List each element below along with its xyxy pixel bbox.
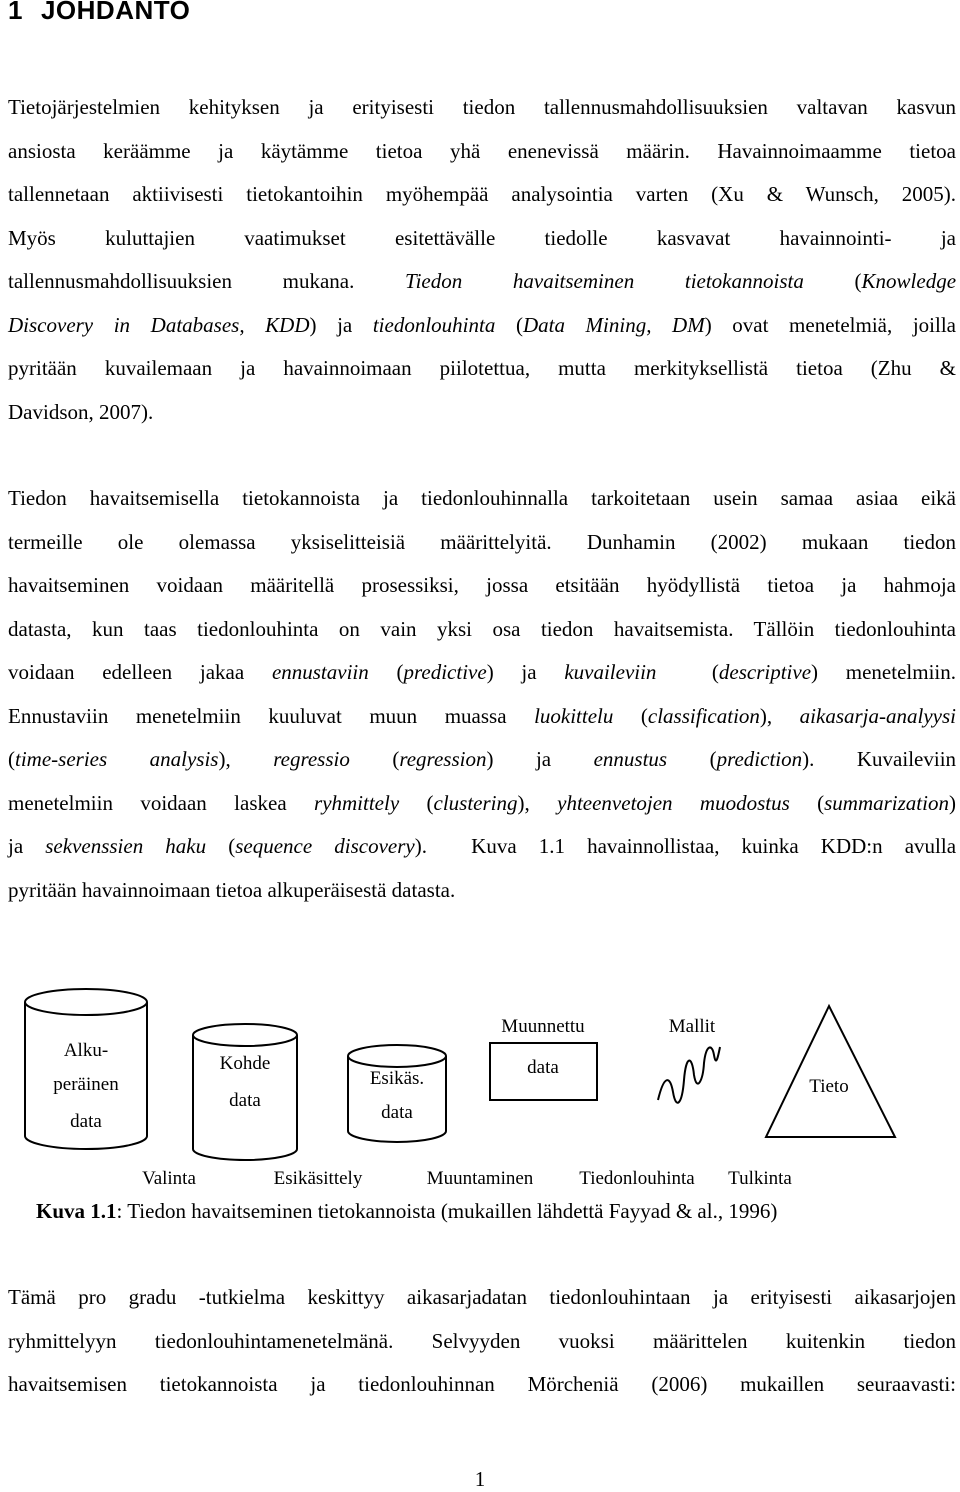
step-label: Tulkinta <box>728 1168 792 1189</box>
chapter-title: JOHDANTO <box>40 0 191 25</box>
text-line: ja sekvenssien haku (sequence discovery). Kuva 1.1 havainnollistaa, kuinka KDD:n avulla <box>8 834 957 858</box>
db1-label-line3: data <box>70 1111 102 1132</box>
step-label: Tiedonlouhinta <box>579 1168 695 1189</box>
db1-label-line1: Alku- <box>63 1040 109 1061</box>
caption-text: : Tiedon havaitseminen tietokannoista (mukaillen lähdettä Fayyad & al., 1996) <box>116 1199 778 1223</box>
db3-label-line2: data <box>381 1102 413 1123</box>
text-line: Davidson, 2007). <box>8 399 154 424</box>
cylinder-preprocessed-data <box>348 1045 446 1142</box>
text-line: (time-series analysis), regressio (regression) ja ennustus (prediction). Kuvaileviin <box>8 747 957 771</box>
step-label: Esikäsittely <box>273 1168 363 1189</box>
text-line: Discovery in Databases, KDD) ja tiedonlouhinta (Data Mining, DM) ovat menetelmiä, joilla <box>8 312 956 337</box>
step-label: Valinta <box>142 1168 196 1189</box>
models-squiggle-icon <box>658 1047 720 1103</box>
text-line: pyritään havainnoimaan tietoa alkuperäisestä datasta. <box>8 877 456 902</box>
db2-label-line2: data <box>229 1090 261 1111</box>
text-line: tallennusmahdollisuuksien mukana. Tiedon havaitseminen tietokannoista (Knowledge <box>8 269 957 293</box>
step-label: Muuntaminen <box>426 1168 534 1189</box>
text-line: Myös kuluttajien vaatimukset esitettävälle tiedolle kasvavat havainnointi- ja <box>8 225 956 250</box>
chapter-number: 1 <box>8 0 23 25</box>
models-title: Mallit <box>668 1016 716 1037</box>
text-line: tallennetaan aktiivisesti tietokantoihin myöhempää analysointia varten (Xu & Wunsch, 2005). <box>8 182 956 206</box>
page-number: 1 <box>474 1467 486 1491</box>
text-line: Tiedon havaitsemisella tietokannoista ja tiedonlouhinnalla tarkoitetaan usein samaa asiaa eikä <box>8 486 956 510</box>
chapter-heading <box>8 0 190 28</box>
kdd-process-figure <box>0 975 960 1215</box>
figure-caption <box>36 1196 777 1226</box>
paragraph-scope <box>8 1276 956 1407</box>
text-line: datasta, kun taas tiedonlouhinta on vain yksi osa tiedon havaitsemista. Tällöin tiedonlouhinta <box>8 616 956 641</box>
paragraph-definitions <box>8 477 956 912</box>
knowledge-triangle <box>766 1006 895 1137</box>
db3-label-line1: Esikäs. <box>369 1068 425 1089</box>
text-line: menetelmiin voidaan laskea ryhmittely (clustering), yhteenvetojen muodostus (summarization) <box>8 790 956 815</box>
text-line: Ennustaviin menetelmiin kuuluvat muun muassa luokittelu (classification), aikasarja-analyysi <box>8 703 956 728</box>
text-line: Tämä pro gradu -tutkielma keskittyy aikasarjadatan tiedonlouhintaan ja erityisesti aikasarjojen <box>8 1285 956 1309</box>
text-line: havaitsemisen tietokannoista ja tiedonlouhinnan Mörcheniä (2006) mukaillen seuraavasti: <box>8 1372 956 1396</box>
text-line: termeille ole olemassa yksiselitteisiä määrittelyitä. Dunhamin (2002) mukaan tiedon <box>8 529 956 554</box>
text-line: ansiosta keräämme ja käytämme tietoa yhä enenevissä määrin. Havainnoimaamme tietoa <box>8 138 956 163</box>
text-line: voidaan edelleen jakaa ennustaviin (predictive) ja kuvaileviin (descriptive) menetelmiin. <box>8 660 956 684</box>
db1-label-line2: peräinen <box>53 1074 119 1095</box>
paragraph-intro <box>8 86 956 434</box>
caption-label: Kuva 1.1 <box>36 1199 117 1223</box>
text-line: pyritään kuvailemaan ja havainnoimaan piilotettua, mutta merkityksellistä tietoa (Zhu & <box>8 356 956 380</box>
text-line: havaitseminen voidaan määritellä prosessiksi, jossa etsitään hyödyllistä tietoa ja hahmoja <box>8 573 956 597</box>
db2-label-line1: Kohde <box>219 1053 271 1074</box>
transformed-data-title: Muunnettu <box>501 1016 585 1037</box>
transformed-data-inner: data <box>527 1057 559 1078</box>
text-line: Tietojärjestelmien kehityksen ja erityisesti tiedon tallennusmahdollisuuksien valtavan kasvun <box>8 95 956 119</box>
text-line: ryhmittelyyn tiedonlouhintamenetelmänä. Selvyyden vuoksi määrittelen kuitenkin tiedon <box>8 1328 956 1353</box>
knowledge-label: Tieto <box>809 1076 849 1097</box>
